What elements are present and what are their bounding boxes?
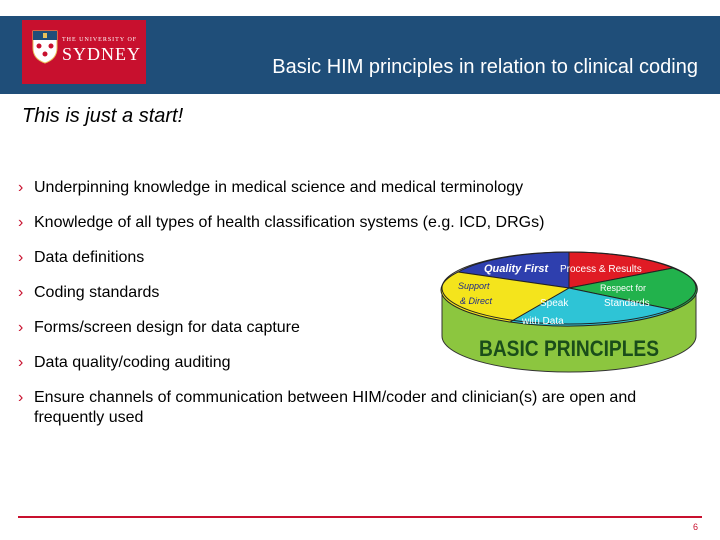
bullet-text: Coding standards: [34, 284, 160, 301]
bullet-item: [18, 178, 698, 198]
basic-principles-diagram: [438, 244, 700, 374]
bullet-text: Data definitions: [34, 249, 145, 266]
page-number: 6: [692, 522, 698, 532]
footer-divider: [18, 516, 702, 518]
bullet-text: Data quality/coding auditing: [34, 354, 231, 371]
segment-label-speak: Speak: [540, 298, 569, 309]
bullet-marker: ›: [18, 214, 24, 231]
segment-label-process: Process & Results: [560, 264, 642, 275]
bullet-text: Forms/screen design for data capture: [34, 319, 300, 336]
segment-label-direct: & Direct: [460, 296, 493, 306]
bullet-text: Ensure channels of communication between HIM/coder and clinician(s) are open and frequently used: [34, 389, 637, 426]
segment-label-with-data: with Data: [522, 316, 564, 327]
bullet-text: Underpinning knowledge in medical science and medical terminology: [34, 179, 524, 196]
logo-text-big: SYDNEY: [62, 44, 142, 64]
segment-label-respect: Respect for: [600, 283, 647, 293]
logo-text-small: THE UNIVERSITY OF: [62, 37, 138, 43]
bullet-item: [18, 213, 698, 233]
bullet-marker: ›: [18, 319, 24, 336]
bullet-marker: ›: [18, 354, 24, 371]
crest-icon: [32, 30, 58, 64]
segment-label-support: Support: [458, 281, 490, 291]
subtitle: This is just a start!: [22, 105, 184, 127]
base-label: BASIC PRINCIPLES: [479, 336, 659, 361]
bullet-marker: ›: [18, 284, 24, 301]
bullet-marker: ›: [18, 179, 24, 196]
segment-label-quality: Quality First: [484, 263, 549, 275]
bullet-text: Knowledge of all types of health classification systems (e.g. ICD, DRGs): [34, 214, 545, 231]
segment-label-standards: Standards: [604, 298, 650, 309]
bullet-item: [18, 388, 698, 428]
university-logo: [22, 20, 146, 84]
bullet-marker: ›: [18, 249, 24, 266]
bullet-marker: ›: [18, 389, 24, 406]
slide-title: Basic HIM principles in relation to clinical coding: [272, 56, 698, 78]
